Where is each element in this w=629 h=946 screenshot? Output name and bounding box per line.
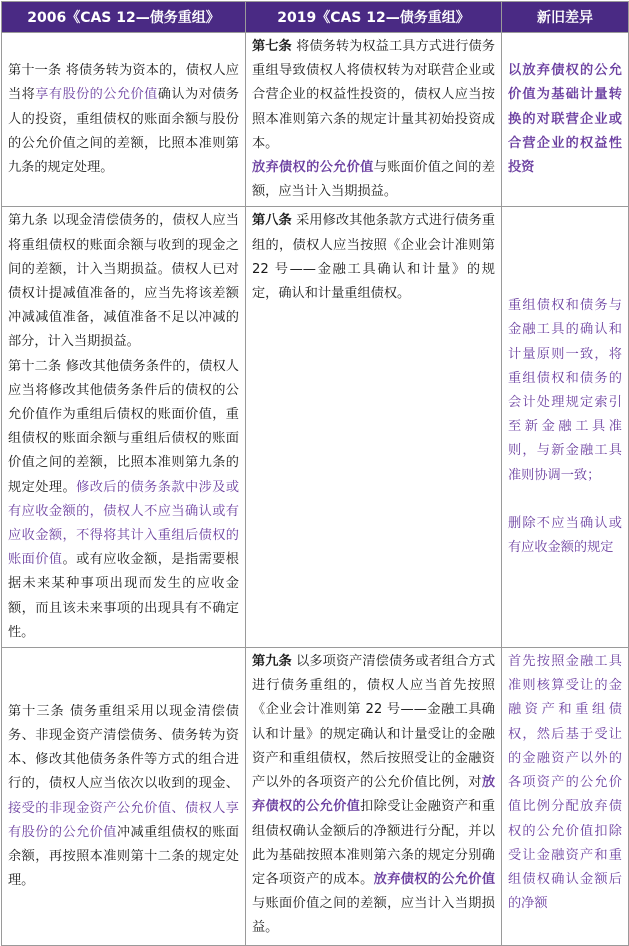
- old-rule-cell: [2, 648, 246, 946]
- old-highlight: 享有股份的公允价值: [35, 87, 158, 103]
- new-highlight: 放弃债权的公允价值: [252, 775, 495, 815]
- old-text: 第十三条 债务重组采用以现金清偿债务、非现金资产清偿债务、债务转为资本、修改其他债务条件等方式的组合进行的，债权人应当依次以收到的现金、: [8, 703, 239, 792]
- old-rule-cell: [2, 207, 246, 648]
- header-diff: 新旧差异: [502, 2, 629, 33]
- old-text: 第十一条 将债务转为资本的，债权人应当将: [8, 63, 239, 103]
- comparison-table: [1, 1, 629, 946]
- diff-cell: [502, 648, 629, 946]
- table-row: [2, 33, 629, 207]
- new-rule-cell: [246, 648, 502, 946]
- old-highlight: 接受的非现金资产公允价值、债权人享有股份的公允价值: [8, 800, 239, 840]
- old-text: 。或有应收金额，是指需要根据未来某种事项出现而发生的应收金额，而且该未来事项的出现具有不确定性。: [8, 552, 239, 640]
- new-highlight: 放弃债权的公允价值: [252, 160, 374, 176]
- new-text: 与账面价值之间的差额，应当计入当期损益。: [252, 160, 496, 200]
- header-row: [2, 2, 629, 33]
- table-row: [2, 207, 629, 648]
- new-highlight: 放弃债权的公允价值: [373, 871, 496, 887]
- old-rule-cell: [2, 33, 246, 207]
- new-text: 扣除受让金融资产和重组债权确认金额后的净额进行分配，并以此为基础按照本准则第六条的规定分别确定各项资产的成本。: [252, 799, 496, 887]
- diff-cell: [502, 207, 629, 648]
- new-text: 将债务转为权益工具方式进行债务重组导致债权人将债权转为对联营企业或合营企业的权益性投资的，债权人应当按照本准则第六条的规定计量其初始投资成本。: [252, 39, 496, 151]
- old-text: 冲减重组债权的账面余额，再按照本准则第十二条的规定处理。: [8, 824, 239, 889]
- article-number: 第七条: [252, 39, 292, 54]
- article-number: 第八条: [252, 213, 292, 229]
- old-text: 第十二条 修改其他债务条件的，债权人应当将修改其他债务条件后的债权的公允价值作为重组后债权的账面价值，重组债权的账面余额与重组后债权的账面价值之间的差额，比照本准则第九条的规定处理。: [8, 358, 239, 495]
- new-rule-cell: [246, 207, 502, 648]
- header-old: 2006《CAS 12—债务重组》: [2, 2, 246, 33]
- old-highlight: 修改后的债务条款中涉及或有应收金额的，债权人不应当确认或有应收金额，不得将其计入重组后债权的账面价值: [8, 479, 240, 568]
- new-text: 与账面价值之间的差额，应当计入当期损益。: [252, 896, 495, 936]
- table-row: [2, 648, 629, 946]
- diff-text: 删除不应当确认或有应收金额的规定: [508, 515, 622, 556]
- header-new: 2019《CAS 12—债务重组》: [246, 2, 502, 33]
- article-number: 第九条: [252, 654, 292, 670]
- new-text: 以多项资产清偿债务或者组合方式进行债务重组的，债权人应当首先按照《企业会计准则第 22 号——金融工具确认和计量》的规定确认和计量受让的金融资产和重组债权，然后按照受让的金融资产以外的各项资产的公允价值比例，对: [252, 654, 496, 791]
- old-text: 第九条 以现金清偿债务的，债权人应当将重组债权的账面余额与收到的现金之间的差额，计入当期损益。债权人已对债权计提减值准备的，应当先将该差额冲减减值准备，减值准备不足以冲减的部分，计入当期损益。: [8, 213, 239, 350]
- diff-text: 首先按照金融工具准则核算受让的金融资产和重组债权，然后基于受让的金融资产以外的各项资产的公允价值比例分配放弃债权的公允价值扣除受让金融资产和重组债权确认金额后的净额: [508, 654, 622, 912]
- old-text: 确认为对债务人的投资，重组债权的账面余额与股份的公允价值之间的差额，比照本准则第九条的规定处理。: [8, 87, 240, 176]
- diff-text: 重组债权和债务与金融工具的确认和计量原则一致，将重组债权和债务的会计处理规定索引至新金融工具准则，与新金融工具准则协调一致；: [508, 298, 622, 483]
- diff-text: 以放弃债权的公允价值为基础计量转换的对联营企业或合营企业的权益性投资: [508, 63, 622, 176]
- new-rule-cell: [246, 33, 502, 207]
- diff-cell: [502, 33, 629, 207]
- new-text: 采用修改其他条款方式进行债务重组的，债权人应当按照《企业会计准则第 22 号——金融工具确认和计量》的规定，确认和计量重组债权。: [252, 213, 496, 302]
